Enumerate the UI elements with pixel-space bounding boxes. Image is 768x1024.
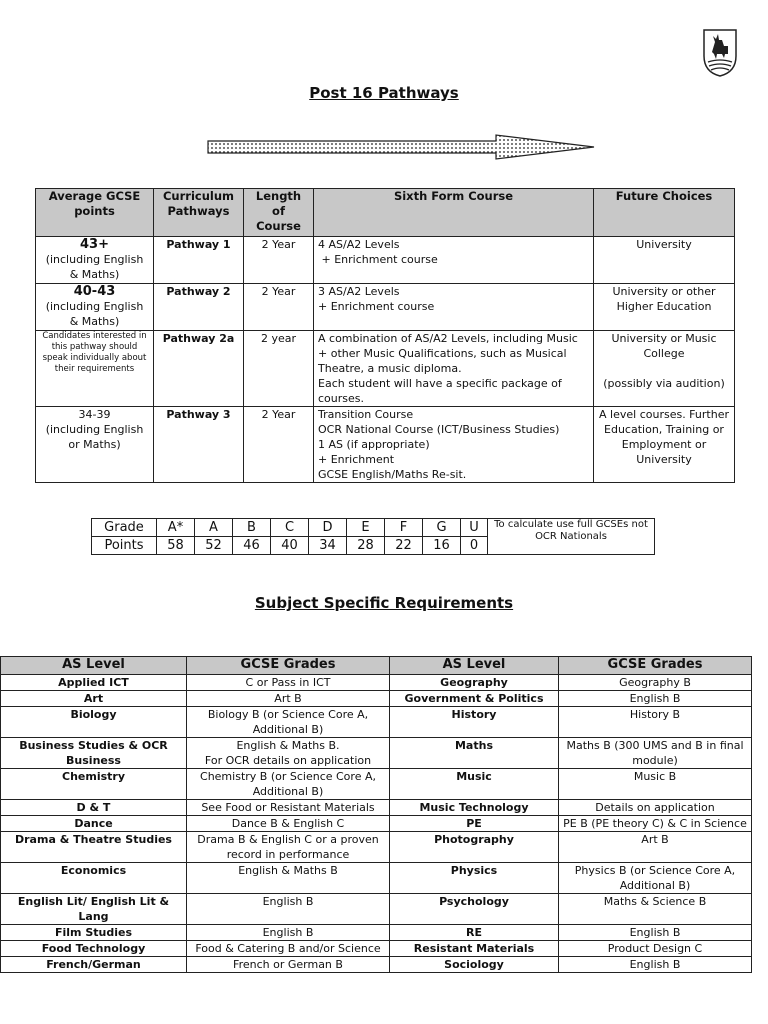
subject-cell: Resistant Materials: [390, 941, 559, 957]
requirement-cell: PE B (PE theory C) & C in Science: [559, 816, 752, 832]
subject-cell: Chemistry: [1, 769, 187, 800]
header-sixth-form-course: Sixth Form Course: [314, 189, 594, 237]
points-cell: 22: [385, 537, 423, 555]
grade-cell: E: [347, 519, 385, 537]
header-as-level: AS Level: [1, 657, 187, 675]
header-gcse-grades: GCSE Grades: [187, 657, 390, 675]
subject-cell: Government & Politics: [390, 691, 559, 707]
subject-cell: Music Technology: [390, 800, 559, 816]
subject-cell: Economics: [1, 863, 187, 894]
table-row: [1, 925, 752, 941]
points-value: 43+: [80, 237, 109, 252]
subject-cell: Biology: [1, 707, 187, 738]
pathway-cell: Pathway 1: [154, 237, 244, 284]
grade-label: Grade: [92, 519, 157, 537]
subject-cell: D & T: [1, 800, 187, 816]
points-cell: 40: [271, 537, 309, 555]
header-length-of-course: Length of Course: [244, 189, 314, 237]
course-line: + Enrichment course: [318, 300, 435, 313]
points-cell: [36, 331, 154, 407]
future-spacer: [598, 361, 730, 376]
subjects-header-row: [1, 657, 752, 675]
requirement-cell: Music B: [559, 769, 752, 800]
requirement-cell: Physics B (or Science Core A, Additional B): [559, 863, 752, 894]
requirement-cell: Drama B & English C or a proven record in performance: [187, 832, 390, 863]
subjects-table: [0, 656, 752, 973]
subject-cell: Maths: [390, 738, 559, 769]
subject-cell: Geography: [390, 675, 559, 691]
requirement-cell: Product Design C: [559, 941, 752, 957]
requirement-cell: Art B: [559, 832, 752, 863]
points-cell: [36, 284, 154, 331]
future-cell: University or other Higher Education: [594, 284, 735, 331]
length-cell: 2 Year: [244, 237, 314, 284]
points-cell: [36, 407, 154, 483]
header-curriculum-pathways: Curriculum Pathways: [154, 189, 244, 237]
future-line: (possibly via audition): [603, 377, 725, 390]
requirement-cell: Biology B (or Science Core A, Additional B): [187, 707, 390, 738]
table-row: [36, 407, 735, 483]
course-line: + Enrichment course: [318, 253, 438, 266]
points-note: (including English or Maths): [45, 423, 144, 451]
grade-points-table: [91, 518, 655, 555]
subject-cell: Drama & Theatre Studies: [1, 832, 187, 863]
points-cell: [36, 237, 154, 284]
school-crest-icon: [702, 28, 738, 78]
table-row: [36, 237, 735, 284]
course-cell: [314, 284, 594, 331]
requirement-cell: English & Maths B. For OCR details on application: [187, 738, 390, 769]
future-cell: [594, 331, 735, 407]
future-cell: University: [594, 237, 735, 284]
subject-cell: RE: [390, 925, 559, 941]
length-cell: 2 year: [244, 331, 314, 407]
points-cell: 46: [233, 537, 271, 555]
header-as-level: AS Level: [390, 657, 559, 675]
points-cell: 16: [423, 537, 461, 555]
points-cell: 34: [309, 537, 347, 555]
subject-cell: Art: [1, 691, 187, 707]
requirement-cell: C or Pass in ICT: [187, 675, 390, 691]
course-line: OCR National Course (ICT/Business Studies): [318, 423, 560, 436]
course-line: 3 AS/A2 Levels: [318, 285, 400, 298]
header-average-gcse-points: Average GCSE points: [36, 189, 154, 237]
length-cell: 2 Year: [244, 284, 314, 331]
table-row: [1, 769, 752, 800]
grade-cell: D: [309, 519, 347, 537]
requirement-cell: English B: [559, 691, 752, 707]
page-title: Post 16 Pathways: [309, 84, 459, 102]
course-line: Each student will have a specific package of courses.: [318, 377, 562, 405]
table-row: [1, 707, 752, 738]
subject-cell: Business Studies & OCR Business: [1, 738, 187, 769]
subject-cell: English Lit/ English Lit & Lang: [1, 894, 187, 925]
subject-cell: Photography: [390, 832, 559, 863]
grade-cell: A: [195, 519, 233, 537]
subject-cell: PE: [390, 816, 559, 832]
course-line: 1 AS (if appropriate): [318, 438, 430, 451]
requirement-cell: Geography B: [559, 675, 752, 691]
points-cell: 52: [195, 537, 233, 555]
points-cell: 28: [347, 537, 385, 555]
course-cell: [314, 407, 594, 483]
subject-cell: Physics: [390, 863, 559, 894]
requirement-cell: French or German B: [187, 957, 390, 973]
course-line: Transition Course: [318, 408, 414, 421]
course-cell: [314, 237, 594, 284]
points-value: 40-43: [73, 284, 116, 299]
table-row: [1, 691, 752, 707]
requirement-cell: Chemistry B (or Science Core A, Additional B): [187, 769, 390, 800]
requirement-cell: Art B: [187, 691, 390, 707]
course-line: A combination of AS/A2 Levels, including Music + other Music Qualifications, such as Musical Theatre, a music diploma.: [318, 332, 578, 375]
subject-cell: French/German: [1, 957, 187, 973]
course-line: + Enrichment: [318, 453, 395, 466]
progression-arrow-icon: [206, 134, 596, 160]
requirement-cell: History B: [559, 707, 752, 738]
points-value: 34-39: [78, 408, 111, 421]
table-row: [1, 941, 752, 957]
header-future-choices: Future Choices: [594, 189, 735, 237]
grade-cell: G: [423, 519, 461, 537]
requirement-cell: Maths B (300 UMS and B in final module): [559, 738, 752, 769]
course-cell: [314, 331, 594, 407]
table-row: [36, 331, 735, 407]
points-note: (including English & Maths): [45, 253, 144, 281]
points-cell: 0: [461, 537, 488, 555]
pathway-cell: Pathway 3: [154, 407, 244, 483]
grade-row: [92, 519, 655, 537]
table-row: [1, 957, 752, 973]
requirement-cell: English B: [559, 925, 752, 941]
future-line: University or Music College: [611, 332, 717, 360]
grade-cell: B: [233, 519, 271, 537]
pathway-cell: Pathway 2a: [154, 331, 244, 407]
subject-cell: Psychology: [390, 894, 559, 925]
requirement-cell: English B: [559, 957, 752, 973]
pathway-cell: Pathway 2: [154, 284, 244, 331]
grade-cell: C: [271, 519, 309, 537]
grade-note: To calculate use full GCSEs not OCR Nationals: [488, 519, 655, 555]
subject-cell: Dance: [1, 816, 187, 832]
table-row: [1, 832, 752, 863]
requirement-cell: Maths & Science B: [559, 894, 752, 925]
table-row: [36, 284, 735, 331]
requirement-cell: English B: [187, 894, 390, 925]
grade-cell: F: [385, 519, 423, 537]
table-row: [1, 863, 752, 894]
length-cell: 2 Year: [244, 407, 314, 483]
subject-cell: Music: [390, 769, 559, 800]
pathways-table: [35, 188, 735, 483]
subjects-title: Subject Specific Requirements: [254, 594, 514, 612]
subject-cell: Sociology: [390, 957, 559, 973]
requirement-cell: Food & Catering B and/or Science: [187, 941, 390, 957]
table-row: [1, 738, 752, 769]
course-line: 4 AS/A2 Levels: [318, 238, 400, 251]
subject-cell: Applied ICT: [1, 675, 187, 691]
requirement-cell: English B: [187, 925, 390, 941]
table-row: [1, 894, 752, 925]
points-cell: 58: [157, 537, 195, 555]
points-note: Candidates interested in this pathway should speak individually about their requirements: [42, 331, 147, 374]
grade-cell: A*: [157, 519, 195, 537]
requirement-cell: English & Maths B: [187, 863, 390, 894]
grade-cell: U: [461, 519, 488, 537]
requirement-cell: Details on application: [559, 800, 752, 816]
points-note: (including English & Maths): [45, 300, 144, 328]
requirement-cell: See Food or Resistant Materials: [187, 800, 390, 816]
course-line: GCSE English/Maths Re-sit.: [318, 468, 467, 481]
table-row: [1, 675, 752, 691]
pathways-header-row: [36, 189, 735, 237]
header-gcse-grades: GCSE Grades: [559, 657, 752, 675]
table-row: [1, 816, 752, 832]
table-row: [1, 800, 752, 816]
subject-cell: Film Studies: [1, 925, 187, 941]
requirement-cell: Dance B & English C: [187, 816, 390, 832]
subject-cell: Food Technology: [1, 941, 187, 957]
subject-cell: History: [390, 707, 559, 738]
future-cell: A level courses. Further Education, Training or Employment or University: [594, 407, 735, 483]
points-label: Points: [92, 537, 157, 555]
